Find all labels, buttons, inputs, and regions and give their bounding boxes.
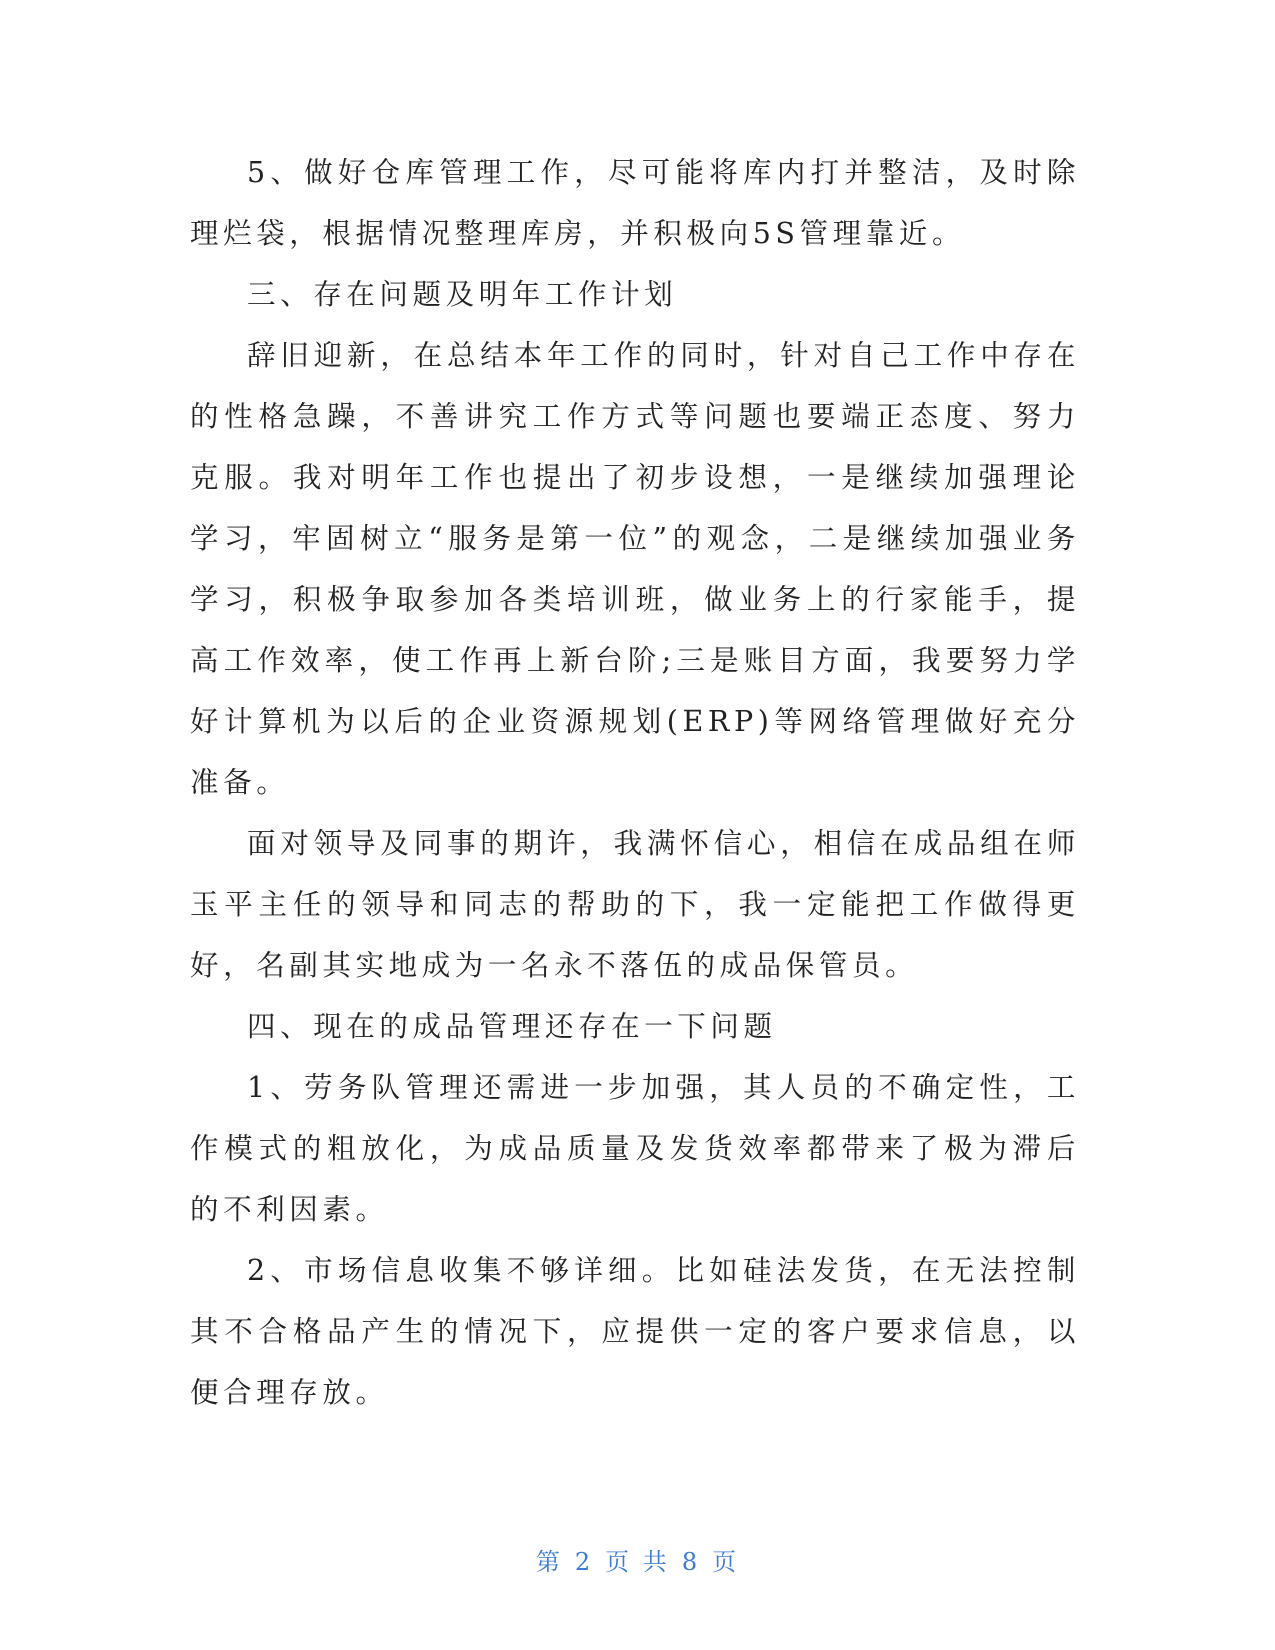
footer-total-pages: 8 xyxy=(681,1548,701,1576)
section-heading-current-issues: 四、现在的成品管理还存在一下问题 xyxy=(247,1010,777,1043)
paragraph-next-year-plan: 辞旧迎新，在总结本年工作的同时，针对自己工作中存在的性格急躁，不善讲究工作方式等问题也要端正态度、努力克服。我对明年工作也提出了初步设想，一是继续加强理论学习，牢固树立“服务是第一位”的观念，二是继续加强业务学习，积极争取参加各类培训班，做业务上的行家能手，提高工作效率，使工作再上新台阶;三是账目方面，我要努力学好计算机为以后的企业资源规划(ERP)等网络管理做好充分准备。 xyxy=(190,339,1080,799)
footer-prefix: 第 xyxy=(535,1548,563,1576)
document-body xyxy=(190,142,1080,1423)
paragraph-issue-2: 2、市场信息收集不够详细。比如硅法发货，在无法控制其不合格品产生的情况下，应提供一定的客户要求信息，以便合理存放。 xyxy=(190,1254,1080,1409)
paragraph-issue-1: 1、劳务队管理还需进一步加强，其人员的不确定性，工作模式的粗放化，为成品质量及发货效率都带来了极为滞后的不利因素。 xyxy=(190,1071,1080,1226)
page-footer xyxy=(0,1542,1275,1577)
paragraph-confidence: 面对领导及同事的期许，我满怀信心，相信在成品组在师玉平主任的领导和同志的帮助的下，我一定能把工作做得更好，名副其实地成为一名永不落伍的成品保管员。 xyxy=(190,827,1080,982)
footer-middle: 页 共 xyxy=(605,1548,670,1576)
paragraph-item-5: 5、做好仓库管理工作，尽可能将库内打并整洁，及时除理烂袋，根据情况整理库房，并积极向5S管理靠近。 xyxy=(190,156,1080,250)
section-heading-problems-plan: 三、存在问题及明年工作计划 xyxy=(247,278,678,311)
footer-suffix: 页 xyxy=(712,1548,740,1576)
footer-current-page: 2 xyxy=(574,1548,594,1576)
